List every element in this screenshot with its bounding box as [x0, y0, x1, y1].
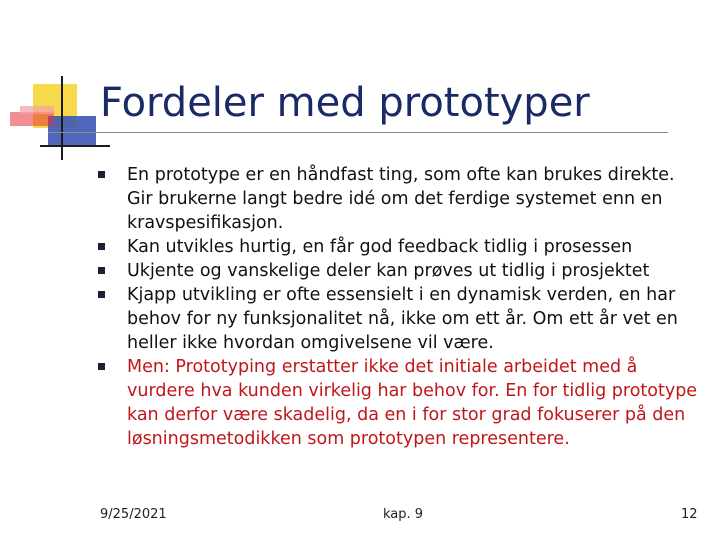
- bullet-text: Men: Prototyping erstatter ikke det initiale arbeidet med å vurdere hva kunden virkelig har behov for. En for tidlig prototype kan derfor være skadelig, da en i for stor grad fokuserer på den løsningsmetodikken som prototypen representere.: [127, 357, 698, 449]
- footer-chapter: kap. 9: [383, 507, 424, 522]
- bullet-item: [98, 283, 698, 355]
- bullet-text: En prototype er en håndfast ting, som ofte kan brukes direkte. Gir brukerne langt bedre idé om det ferdige systemet enn en kravspesifikasjon.: [127, 165, 675, 233]
- deco-blue-square: [48, 116, 96, 146]
- bullet-item: [98, 235, 698, 259]
- bullet-text: Ukjente og vanskelige deler kan prøves ut tidlig i prosjektet: [127, 261, 650, 281]
- deco-red-bar: [10, 112, 54, 126]
- square-bullet-icon: [98, 267, 105, 274]
- deco-pink-bar: [20, 106, 54, 114]
- bullet-text: Kjapp utvikling er ofte essensielt i en dynamisk verden, en har behov for ny funksjonalitet nå, ikke om ett år. Om ett år vet en heller ikke hvordan omgivelsene vil være.: [127, 285, 678, 353]
- bullet-list: [98, 163, 698, 451]
- square-bullet-icon: [98, 363, 105, 370]
- title-underline: [48, 132, 668, 133]
- bullet-item: [98, 163, 698, 235]
- bullet-item-highlighted: [98, 355, 698, 451]
- slide-title: Fordeler med prototyper: [100, 80, 590, 126]
- square-bullet-icon: [98, 291, 105, 298]
- square-bullet-icon: [98, 243, 105, 250]
- footer-date: 9/25/2021: [100, 507, 167, 522]
- square-bullet-icon: [98, 171, 105, 178]
- footer-page-number: 12: [681, 507, 698, 522]
- bullet-item: [98, 259, 698, 283]
- bullet-text: Kan utvikles hurtig, en får god feedback tidlig i prosessen: [127, 237, 633, 257]
